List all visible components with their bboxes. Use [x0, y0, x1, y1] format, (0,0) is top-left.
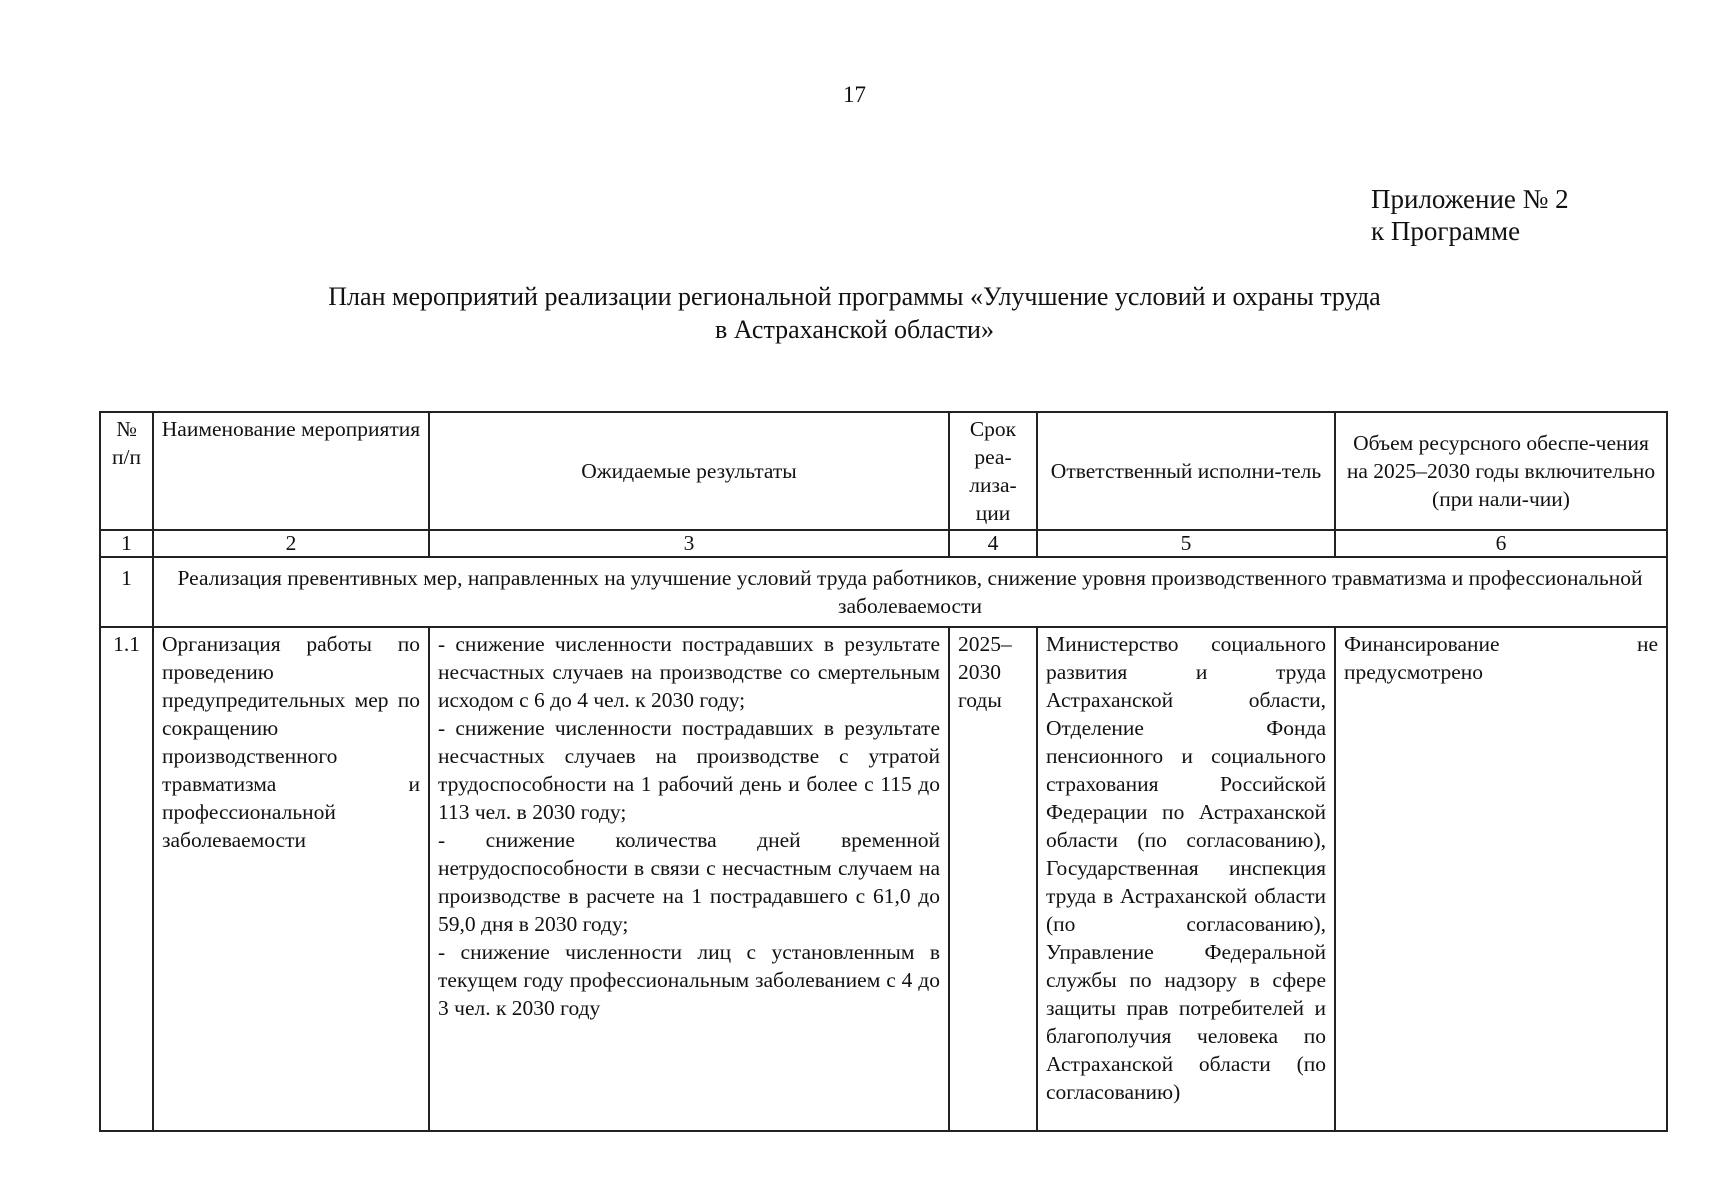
- result-item: - снижение численности пострадавших в результате несчастных случаев на производстве с утратой трудоспособности на 1 рабочий день и более с 115 до 113 чел. в 2030 году;: [438, 716, 940, 824]
- header-name: Наименование мероприятия: [153, 412, 429, 530]
- header-results: Ожидаемые результаты: [429, 412, 949, 530]
- column-index: 4: [949, 530, 1037, 557]
- activity-name: Организация работы по проведению предупредительных мер по сокращению производственного травматизма и профессиональной заболеваемости: [153, 627, 429, 1131]
- document-title: [0, 280, 1709, 346]
- page-number: 17: [843, 82, 866, 107]
- section-row: [100, 557, 1667, 627]
- expected-results: [429, 627, 949, 1131]
- header-resources: Объем ресурсного обеспе-чения на 2025–2030 годы включительно (при нали-чии): [1335, 412, 1667, 530]
- table-row: [100, 627, 1667, 1131]
- column-index-row: [100, 530, 1667, 557]
- appendix-line-2: к Программе: [1371, 216, 1521, 246]
- row-number: 1.1: [100, 627, 153, 1131]
- section-title: Реализация превентивных мер, направленных на улучшение условий труда работников, снижение уровня производственного травматизма и профессиональной заболеваемости: [153, 557, 1667, 627]
- section-number: 1: [100, 557, 153, 627]
- responsible-executor: Министерство социального развития и труда Астраханской области, Отделение Фонда пенсионного и социального страхования Российской Федерации по Астраханской области (по согласованию), Государственная инспекция труда в Астраханской области (по согласованию), Управление Федеральной службы по надзору в сфере защиты прав потребителей и благополучия человека по Астраханской области (по согласованию): [1037, 627, 1335, 1131]
- appendix-line-1: Приложение № 2: [1371, 184, 1569, 214]
- column-index: 3: [429, 530, 949, 557]
- appendix-note: [1371, 183, 1569, 247]
- column-index: 2: [153, 530, 429, 557]
- table-header-row: [100, 412, 1667, 530]
- header-term: Срок реа-лиза-ции: [949, 412, 1037, 530]
- title-line-2: в Астраханской области»: [715, 315, 994, 344]
- column-index: 6: [1335, 530, 1667, 557]
- header-responsible: Ответственный исполни-тель: [1037, 412, 1335, 530]
- column-index: 1: [100, 530, 153, 557]
- result-item: - снижение количества дней временной нетрудоспособности в связи с несчастным случаем на производстве в расчете на 1 пострадавшего с 61,0 до 59,0 дня в 2030 году;: [438, 828, 940, 936]
- implementation-term: 2025–2030 годы: [949, 627, 1037, 1131]
- title-line-1: План мероприятий реализации региональной программы «Улучшение условий и охраны труда: [328, 282, 1381, 311]
- header-number: № п/п: [100, 412, 153, 530]
- resource-provision: Финансирование не предусмотрено: [1335, 627, 1667, 1131]
- column-index: 5: [1037, 530, 1335, 557]
- result-item: - снижение численности лиц с установленным в текущем году профессиональным заболеванием с 4 до 3 чел. к 2030 году: [438, 940, 940, 1020]
- result-item: - снижение численности пострадавших в результате несчастных случаев на производстве со смертельным исходом с 6 до 4 чел. к 2030 году;: [438, 632, 940, 712]
- activities-table: [99, 411, 1668, 1132]
